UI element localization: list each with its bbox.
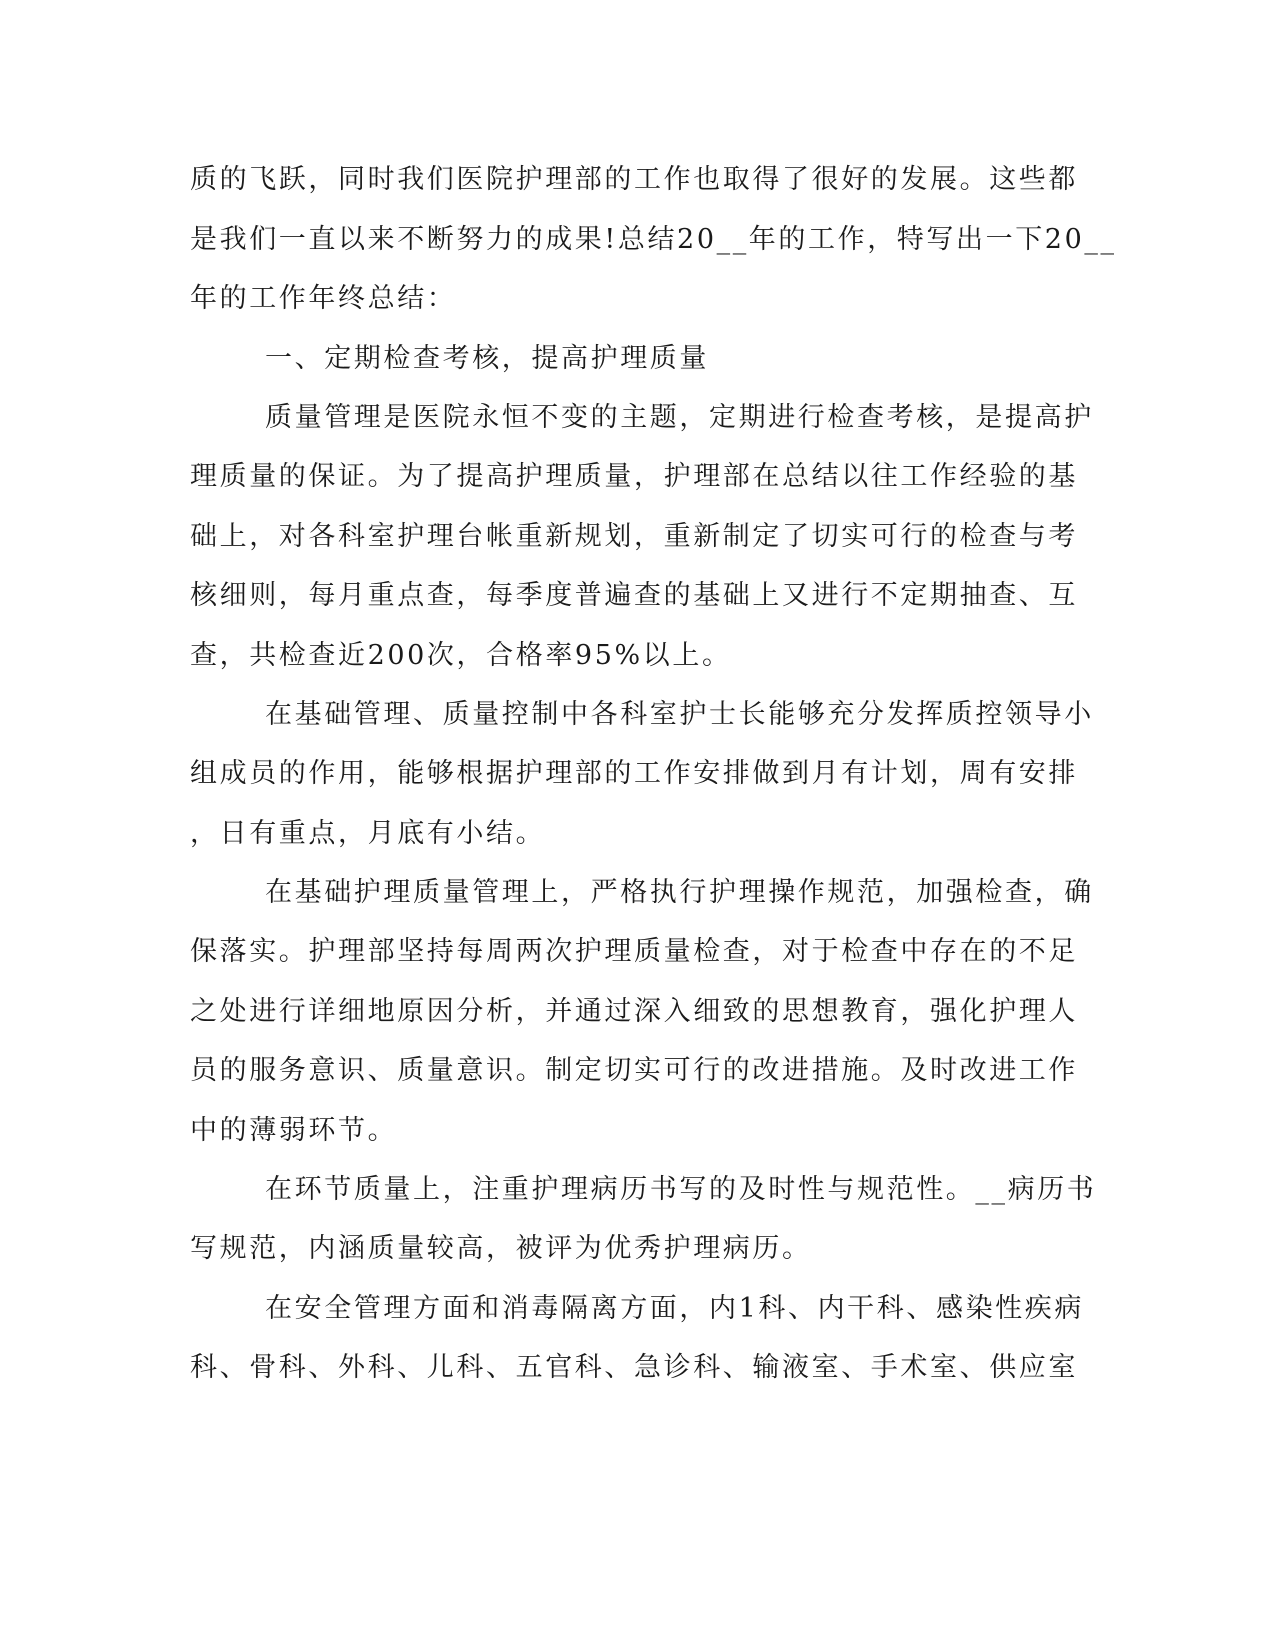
paragraph-line: 理质量的保证。为了提高护理质量，护理部在总结以往工作经验的基 — [190, 461, 1078, 492]
paragraph-line: 在基础护理质量管理上，严格执行护理操作规范，加强检查，确 — [265, 877, 1094, 908]
paragraph-line: 在环节质量上，注重护理病历书写的及时性与规范性。__病历书 — [265, 1174, 1097, 1205]
paragraph-line: 中的薄弱环节。 — [190, 1115, 398, 1146]
paragraph-line: ，日有重点，月底有小结。 — [190, 818, 546, 849]
paragraph-line: 写规范，内涵质量较高，被评为优秀护理病历。 — [190, 1233, 812, 1264]
paragraph-line: 在安全管理方面和消毒隔离方面，内1科、内干科、感染性疾病 — [265, 1293, 1084, 1324]
paragraph-line: 在基础管理、质量控制中各科室护士长能够充分发挥质控领导小 — [265, 699, 1094, 730]
paragraph-line: 质的飞跃，同时我们医院护理部的工作也取得了很好的发展。这些都 — [190, 164, 1078, 195]
paragraph-line: 之处进行详细地原因分析，并通过深入细致的思想教育，强化护理人 — [190, 996, 1078, 1027]
paragraph-line: 查，共检查近200次，合格率95%以上。 — [190, 640, 732, 671]
paragraph-line: 质量管理是医院永恒不变的主题，定期进行检查考核，是提高护 — [265, 402, 1094, 433]
paragraph-line: 组成员的作用，能够根据护理部的工作安排做到月有计划，周有安排 — [190, 758, 1078, 789]
paragraph-line: 保落实。护理部坚持每周两次护理质量检查，对于检查中存在的不足 — [190, 936, 1078, 967]
paragraph-line: 年的工作年终总结： — [190, 283, 457, 314]
section-heading: 一、定期检查考核，提高护理质量 — [265, 343, 709, 374]
paragraph-line: 础上，对各科室护理台帐重新规划，重新制定了切实可行的检查与考 — [190, 521, 1078, 552]
paragraph-line: 科、骨科、外科、儿科、五官科、急诊科、输液室、手术室、供应室 — [190, 1352, 1078, 1383]
paragraph-line: 是我们一直以来不断努力的成果!总结20__年的工作，特写出一下20__ — [190, 224, 1117, 255]
paragraph-line: 核细则，每月重点查，每季度普遍查的基础上又进行不定期抽查、互 — [190, 580, 1078, 611]
paragraph-line: 员的服务意识、质量意识。制定切实可行的改进措施。及时改进工作 — [190, 1055, 1078, 1086]
